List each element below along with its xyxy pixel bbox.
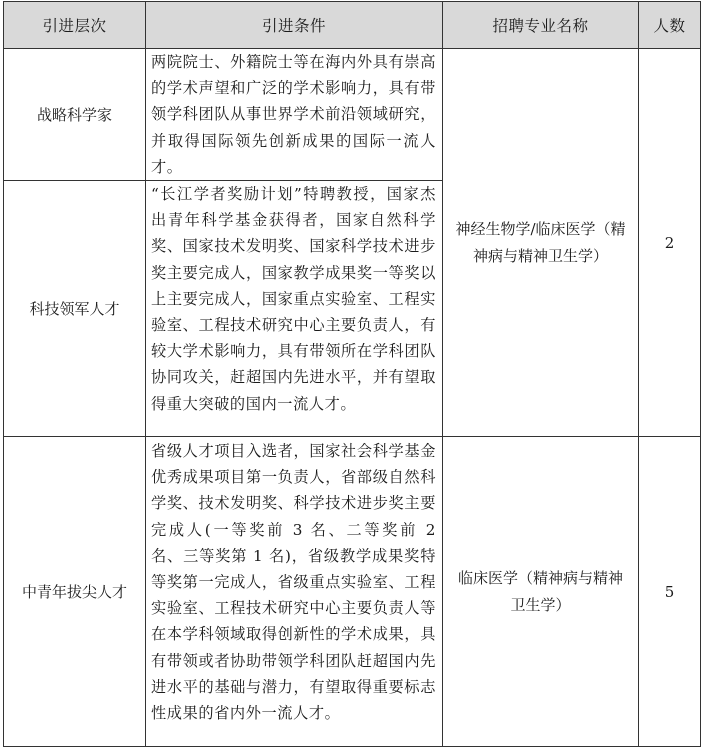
conditions-text: 两院院士、外籍院士等在海内外具有崇高的学术声望和广泛的学术影响力，具有带领学科团队从事世界学术前沿领域研究，并取得国际领先创新成果的国际一流人才。 bbox=[151, 53, 436, 176]
count-cell: 2 bbox=[639, 49, 701, 437]
count-cell: 5 bbox=[639, 437, 701, 747]
header-count: 人数 bbox=[639, 2, 701, 49]
header-level: 引进层次 bbox=[4, 2, 146, 49]
header-major: 招聘专业名称 bbox=[443, 2, 639, 49]
table-row bbox=[4, 437, 701, 747]
level-cell: 中青年拔尖人才 bbox=[4, 437, 146, 747]
conditions-cell bbox=[146, 181, 443, 437]
major-cell: 神经生物学/临床医学（精神病与精神卫生学） bbox=[443, 49, 639, 437]
table-row bbox=[4, 49, 701, 181]
level-cell: 科技领军人才 bbox=[4, 181, 146, 437]
header-conditions: 引进条件 bbox=[146, 2, 443, 49]
conditions-cell bbox=[146, 437, 443, 747]
major-cell: 临床医学（精神病与精神卫生学） bbox=[443, 437, 639, 747]
recruitment-table bbox=[3, 1, 701, 747]
conditions-text: 省级人才项目入选者，国家社会科学基金优秀成果项目第一负责人，省部级自然科学奖、技术发明奖、科学技术进步奖主要完成人(一等奖前 3 名、二等奖前 2 名、三等奖第 1 名)，省级教学成果奖特等奖第一完成人，省级重点实验室、工程实验室、工程技术研究中心主要负责人等在本学科领域取得创新性的学术成果，具有带领或者协助带领学科团队赶超国内先进水平的基础与潜力，有望取得重要标志性成果的省内外一流人才。 bbox=[151, 442, 436, 723]
conditions-cell bbox=[146, 49, 443, 181]
level-cell: 战略科学家 bbox=[4, 49, 146, 181]
conditions-text: “长江学者奖励计划”特聘教授，国家杰出青年科学基金获得者，国家自然科学奖、国家技术发明奖、国家科学技术进步奖主要完成人，国家教学成果奖一等奖以上主要完成人，国家重点实验室、工程实验室、工程技术研究中心主要负责人，有较大学术影响力，具有带领所在学科团队协同攻关，赶超国内先进水平，并有望取得重大突破的国内一流人才。 bbox=[151, 185, 436, 413]
table-header-row bbox=[4, 2, 701, 49]
